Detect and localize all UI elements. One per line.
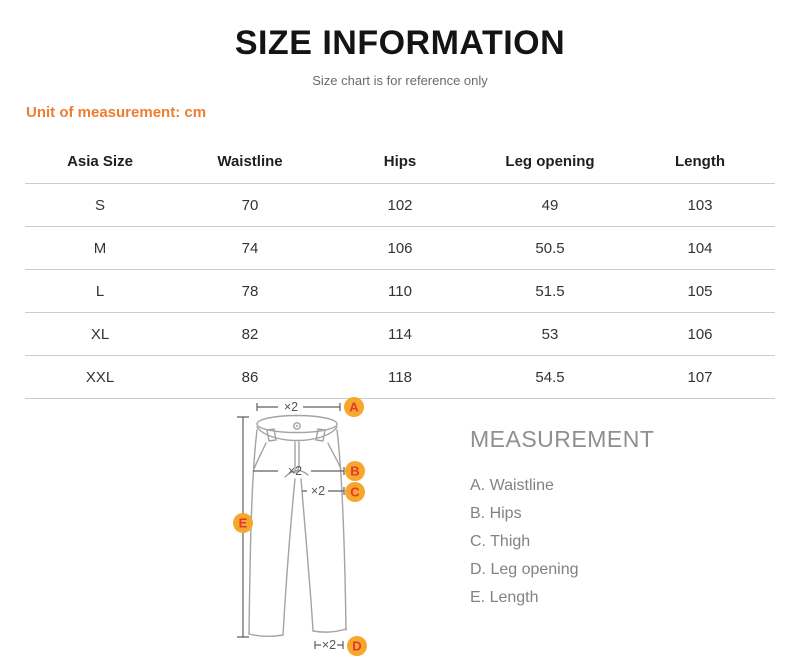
cell-hips: 110: [325, 270, 475, 313]
marker-e-badge: [233, 513, 253, 533]
marker-a-badge: [344, 397, 364, 417]
pants-measurement-diagram: [195, 390, 405, 672]
cell-hips: 114: [325, 313, 475, 356]
cell-waistline: 70: [175, 184, 325, 227]
table-row-xl: [25, 313, 775, 356]
cell-size: XXL: [25, 356, 175, 399]
pants-outline-drawing: [249, 416, 346, 637]
column-header-hips: Hips: [325, 139, 475, 184]
measurement-item-thigh: C. Thigh: [470, 533, 531, 550]
cell-length: 106: [625, 313, 775, 356]
page-title: SIZE INFORMATION: [234, 24, 566, 62]
cell-leg-opening: 50.5: [475, 227, 625, 270]
cell-length: 105: [625, 270, 775, 313]
cell-leg-opening: 53: [475, 313, 625, 356]
cell-leg-opening: 54.5: [475, 356, 625, 399]
size-table: [25, 139, 775, 399]
marker-b-badge: [345, 461, 365, 481]
times2-label-thigh: ×2: [310, 484, 326, 498]
column-header-waistline: Waistline: [175, 139, 325, 184]
cell-length: 104: [625, 227, 775, 270]
page-subtitle: Size chart is for reference only: [312, 73, 488, 88]
cell-waistline: 82: [175, 313, 325, 356]
table-row-m: [25, 227, 775, 270]
unit-of-measurement-note: Unit of measurement: cm: [26, 104, 207, 121]
cell-length: 103: [625, 184, 775, 227]
cell-length: 107: [625, 356, 775, 399]
column-header-length: Length: [625, 139, 775, 184]
marker-a-letter: A: [349, 399, 359, 415]
times2-label-waist: ×2: [283, 400, 299, 414]
measurement-item-waistline: A. Waistline: [470, 477, 554, 494]
measurement-item-length: E. Length: [470, 589, 539, 606]
measure-line-hips: [253, 464, 344, 478]
measure-line-thigh: [302, 484, 344, 498]
measure-line-leg-opening: [315, 638, 343, 652]
cell-waistline: 86: [175, 356, 325, 399]
column-header-asia-size: Asia Size: [25, 139, 175, 184]
cell-waistline: 74: [175, 227, 325, 270]
marker-c-badge: [345, 482, 365, 502]
marker-d-letter: D: [352, 638, 362, 654]
table-row-l: [25, 270, 775, 313]
size-table-header-row: [25, 139, 775, 184]
marker-c-letter: C: [350, 484, 360, 500]
measurement-item-leg-opening: D. Leg opening: [470, 561, 579, 578]
measurement-heading: MEASUREMENT: [470, 426, 655, 452]
cell-leg-opening: 51.5: [475, 270, 625, 313]
cell-leg-opening: 49: [475, 184, 625, 227]
times2-label-leg-opening: ×2: [321, 638, 337, 652]
measurement-legend: [470, 426, 770, 612]
cell-hips: 102: [325, 184, 475, 227]
marker-d-badge: [347, 636, 367, 656]
cell-waistline: 78: [175, 270, 325, 313]
column-header-leg-opening: Leg opening: [475, 139, 625, 184]
cell-size: XL: [25, 313, 175, 356]
table-row-s: [25, 184, 775, 227]
times2-label-hips: ×2: [287, 464, 303, 478]
cell-size: S: [25, 184, 175, 227]
cell-hips: 118: [325, 356, 475, 399]
measure-line-waist: [257, 400, 340, 414]
cell-size: M: [25, 227, 175, 270]
cell-size: L: [25, 270, 175, 313]
measurement-list: [470, 472, 770, 612]
marker-e-letter: E: [238, 515, 248, 531]
measurement-item-hips: B. Hips: [470, 505, 522, 522]
cell-hips: 106: [325, 227, 475, 270]
marker-b-letter: B: [350, 463, 360, 479]
